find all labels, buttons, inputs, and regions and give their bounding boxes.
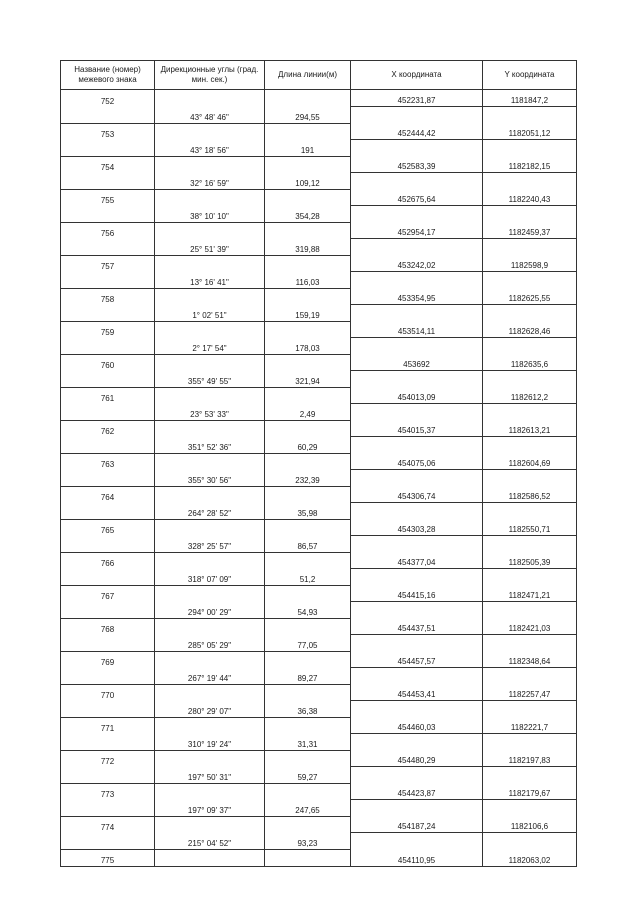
table-row — [61, 420, 577, 437]
empty-cell — [61, 701, 155, 718]
table-row — [61, 354, 577, 371]
line-length: 93,23 — [265, 833, 351, 850]
empty-cell — [351, 239, 483, 256]
point-name: 773 — [61, 783, 155, 800]
empty-cell — [61, 404, 155, 421]
empty-cell — [351, 701, 483, 718]
direction-angle: 43° 18' 56" — [155, 140, 265, 157]
empty-cell — [351, 272, 483, 289]
table-row — [61, 503, 577, 520]
empty-cell — [351, 371, 483, 388]
y-coordinate: 1182612,2 — [483, 387, 577, 404]
empty-cell — [155, 717, 265, 734]
y-coordinate: 1182221,7 — [483, 717, 577, 734]
empty-cell — [155, 783, 265, 800]
empty-cell — [265, 651, 351, 668]
empty-cell — [155, 420, 265, 437]
direction-angle: 355° 30' 56" — [155, 470, 265, 487]
empty-cell — [265, 420, 351, 437]
line-length: 321,94 — [265, 371, 351, 388]
point-name: 770 — [61, 684, 155, 701]
table-row — [61, 767, 577, 784]
y-coordinate: 1182240,43 — [483, 189, 577, 206]
direction-angle: 264° 28' 52" — [155, 503, 265, 520]
y-coordinate: 1182051,12 — [483, 123, 577, 140]
header-line-length: Длина линии(м) — [265, 61, 351, 90]
line-length: 54,93 — [265, 602, 351, 619]
x-coordinate: 454187,24 — [351, 816, 483, 833]
x-coordinate: 453692 — [351, 354, 483, 371]
table-row — [61, 321, 577, 338]
empty-cell — [483, 569, 577, 586]
line-length: 232,39 — [265, 470, 351, 487]
point-name: 764 — [61, 486, 155, 503]
empty-cell — [155, 684, 265, 701]
empty-cell — [351, 833, 483, 850]
empty-cell — [483, 503, 577, 520]
y-coordinate: 1182182,15 — [483, 156, 577, 173]
table-row — [61, 569, 577, 586]
empty-cell — [155, 651, 265, 668]
empty-cell — [483, 800, 577, 817]
line-length: 159,19 — [265, 305, 351, 322]
table-row — [61, 453, 577, 470]
y-coordinate: 1182197,83 — [483, 750, 577, 767]
y-coordinate: 1182063,02 — [483, 849, 577, 866]
empty-cell — [155, 519, 265, 536]
line-length: 2,49 — [265, 404, 351, 421]
table-row — [61, 239, 577, 256]
table-row — [61, 717, 577, 734]
x-coordinate: 452583,39 — [351, 156, 483, 173]
empty-cell — [155, 90, 265, 107]
x-coordinate: 453514,11 — [351, 321, 483, 338]
table-row — [61, 684, 577, 701]
table-row — [61, 90, 577, 107]
table-row — [61, 750, 577, 767]
empty-cell — [61, 800, 155, 817]
empty-cell — [61, 206, 155, 223]
empty-cell — [265, 783, 351, 800]
y-coordinate: 1182625,55 — [483, 288, 577, 305]
point-name: 769 — [61, 651, 155, 668]
empty-cell — [265, 123, 351, 140]
direction-angle: 197° 09' 37" — [155, 800, 265, 817]
coordinates-table — [60, 60, 577, 867]
empty-cell — [61, 602, 155, 619]
empty-cell — [483, 668, 577, 685]
direction-angle: 25° 51' 39" — [155, 239, 265, 256]
line-length: 51,2 — [265, 569, 351, 586]
x-coordinate: 454110,95 — [351, 849, 483, 866]
point-name: 771 — [61, 717, 155, 734]
empty-cell — [483, 701, 577, 718]
empty-cell — [351, 635, 483, 652]
x-coordinate: 453242,02 — [351, 255, 483, 272]
table-row — [61, 305, 577, 322]
direction-angle: 38° 10' 10" — [155, 206, 265, 223]
empty-cell — [483, 338, 577, 355]
y-coordinate: 1182635,6 — [483, 354, 577, 371]
empty-cell — [265, 816, 351, 833]
empty-cell — [61, 140, 155, 157]
point-name: 755 — [61, 189, 155, 206]
empty-cell — [155, 816, 265, 833]
line-length: 319,88 — [265, 239, 351, 256]
x-coordinate: 454423,87 — [351, 783, 483, 800]
line-length: 354,28 — [265, 206, 351, 223]
empty-cell — [483, 206, 577, 223]
point-name: 760 — [61, 354, 155, 371]
empty-cell — [483, 734, 577, 751]
empty-cell — [61, 569, 155, 586]
direction-angle: 215° 04' 52" — [155, 833, 265, 850]
y-coordinate: 1182471,21 — [483, 585, 577, 602]
empty-cell — [483, 536, 577, 553]
table-row — [61, 833, 577, 850]
line-length: 191 — [265, 140, 351, 157]
empty-cell — [61, 272, 155, 289]
point-name: 762 — [61, 420, 155, 437]
x-coordinate: 454075,06 — [351, 453, 483, 470]
line-length: 89,27 — [265, 668, 351, 685]
direction-angle: 43° 48' 46" — [155, 107, 265, 124]
empty-cell — [351, 800, 483, 817]
table-row — [61, 536, 577, 553]
empty-cell — [265, 288, 351, 305]
line-length: 31,31 — [265, 734, 351, 751]
table-row — [61, 338, 577, 355]
empty-cell — [61, 635, 155, 652]
header-y-coordinate: Y координата — [483, 61, 577, 90]
empty-cell — [265, 222, 351, 239]
y-coordinate: 1182179,67 — [483, 783, 577, 800]
empty-cell — [155, 123, 265, 140]
direction-angle: 267° 19' 44" — [155, 668, 265, 685]
empty-cell — [155, 255, 265, 272]
table-row — [61, 123, 577, 140]
direction-angle: 355° 49' 55" — [155, 371, 265, 388]
header-point-name: Название (номер) межевого знака — [61, 61, 155, 90]
table-body — [61, 90, 577, 867]
empty-cell — [483, 437, 577, 454]
point-name: 752 — [61, 90, 155, 107]
empty-cell — [61, 470, 155, 487]
line-length: 178,03 — [265, 338, 351, 355]
x-coordinate: 454437,51 — [351, 618, 483, 635]
empty-cell — [265, 90, 351, 107]
empty-cell — [483, 635, 577, 652]
empty-cell — [351, 437, 483, 454]
y-coordinate: 1182628,46 — [483, 321, 577, 338]
empty-cell — [265, 519, 351, 536]
empty-cell — [265, 849, 351, 866]
table-row — [61, 140, 577, 157]
empty-cell — [351, 140, 483, 157]
empty-cell — [155, 618, 265, 635]
table-row — [61, 404, 577, 421]
empty-cell — [483, 767, 577, 784]
empty-cell — [265, 354, 351, 371]
empty-cell — [483, 470, 577, 487]
table-row — [61, 651, 577, 668]
y-coordinate: 1181847,2 — [483, 90, 577, 107]
empty-cell — [61, 833, 155, 850]
point-name: 768 — [61, 618, 155, 635]
x-coordinate: 454306,74 — [351, 486, 483, 503]
empty-cell — [61, 371, 155, 388]
x-coordinate: 452954,17 — [351, 222, 483, 239]
table-row — [61, 602, 577, 619]
y-coordinate: 1182421,03 — [483, 618, 577, 635]
table-row — [61, 849, 577, 866]
empty-cell — [265, 552, 351, 569]
empty-cell — [155, 321, 265, 338]
table-row — [61, 206, 577, 223]
empty-cell — [265, 750, 351, 767]
header-row — [61, 61, 577, 90]
y-coordinate: 1182459,37 — [483, 222, 577, 239]
empty-cell — [265, 486, 351, 503]
point-name: 767 — [61, 585, 155, 602]
y-coordinate: 1182505,39 — [483, 552, 577, 569]
empty-cell — [483, 602, 577, 619]
empty-cell — [351, 602, 483, 619]
empty-cell — [61, 107, 155, 124]
point-name: 763 — [61, 453, 155, 470]
line-length: 77,05 — [265, 635, 351, 652]
empty-cell — [351, 206, 483, 223]
table-row — [61, 635, 577, 652]
empty-cell — [351, 305, 483, 322]
y-coordinate: 1182348,64 — [483, 651, 577, 668]
y-coordinate: 1182550,71 — [483, 519, 577, 536]
direction-angle: 32° 16' 59" — [155, 173, 265, 190]
x-coordinate: 454453,41 — [351, 684, 483, 701]
x-coordinate: 454480,29 — [351, 750, 483, 767]
empty-cell — [265, 255, 351, 272]
empty-cell — [483, 173, 577, 190]
table-row — [61, 783, 577, 800]
empty-cell — [351, 767, 483, 784]
y-coordinate: 1182586,52 — [483, 486, 577, 503]
empty-cell — [483, 305, 577, 322]
x-coordinate: 454013,09 — [351, 387, 483, 404]
empty-cell — [155, 288, 265, 305]
x-coordinate: 452231,87 — [351, 90, 483, 107]
empty-cell — [483, 833, 577, 850]
table-row — [61, 552, 577, 569]
line-length: 35,98 — [265, 503, 351, 520]
direction-angle: 13° 16' 41" — [155, 272, 265, 289]
empty-cell — [155, 750, 265, 767]
point-name: 757 — [61, 255, 155, 272]
direction-angle: 280° 29' 07" — [155, 701, 265, 718]
empty-cell — [351, 338, 483, 355]
x-coordinate: 453354,95 — [351, 288, 483, 305]
table-row — [61, 255, 577, 272]
table-row — [61, 668, 577, 685]
direction-angle: 351° 52' 36" — [155, 437, 265, 454]
line-length: 116,03 — [265, 272, 351, 289]
empty-cell — [61, 305, 155, 322]
header-x-coordinate: X координата — [351, 61, 483, 90]
empty-cell — [483, 140, 577, 157]
empty-cell — [483, 404, 577, 421]
point-name: 756 — [61, 222, 155, 239]
y-coordinate: 1182106,6 — [483, 816, 577, 833]
empty-cell — [61, 767, 155, 784]
direction-angle: 294° 00' 29" — [155, 602, 265, 619]
table-row — [61, 222, 577, 239]
empty-cell — [483, 272, 577, 289]
table-row — [61, 173, 577, 190]
table-row — [61, 470, 577, 487]
y-coordinate: 1182613,21 — [483, 420, 577, 437]
x-coordinate: 454015,37 — [351, 420, 483, 437]
empty-cell — [155, 387, 265, 404]
point-name: 772 — [61, 750, 155, 767]
empty-cell — [265, 321, 351, 338]
header-direction-angle: Дирекционные углы (град. мин. сек.) — [155, 61, 265, 90]
table-row — [61, 800, 577, 817]
empty-cell — [155, 156, 265, 173]
line-length: 86,57 — [265, 536, 351, 553]
empty-cell — [61, 338, 155, 355]
point-name: 759 — [61, 321, 155, 338]
direction-angle: 1° 02' 51" — [155, 305, 265, 322]
x-coordinate: 454377,04 — [351, 552, 483, 569]
x-coordinate: 452675,64 — [351, 189, 483, 206]
line-length: 109,12 — [265, 173, 351, 190]
empty-cell — [155, 222, 265, 239]
direction-angle: 197° 50' 31" — [155, 767, 265, 784]
line-length: 59,27 — [265, 767, 351, 784]
point-name: 774 — [61, 816, 155, 833]
empty-cell — [265, 618, 351, 635]
empty-cell — [155, 585, 265, 602]
empty-cell — [351, 173, 483, 190]
empty-cell — [155, 189, 265, 206]
table-row — [61, 156, 577, 173]
empty-cell — [351, 668, 483, 685]
table-row — [61, 371, 577, 388]
empty-cell — [155, 849, 265, 866]
empty-cell — [155, 552, 265, 569]
empty-cell — [265, 387, 351, 404]
empty-cell — [61, 437, 155, 454]
direction-angle: 285° 05' 29" — [155, 635, 265, 652]
empty-cell — [351, 404, 483, 421]
empty-cell — [351, 470, 483, 487]
direction-angle: 328° 25' 57" — [155, 536, 265, 553]
empty-cell — [61, 734, 155, 751]
y-coordinate: 1182604,69 — [483, 453, 577, 470]
empty-cell — [61, 536, 155, 553]
empty-cell — [351, 107, 483, 124]
empty-cell — [61, 239, 155, 256]
table-row — [61, 519, 577, 536]
point-name: 753 — [61, 123, 155, 140]
line-length: 36,38 — [265, 701, 351, 718]
point-name: 766 — [61, 552, 155, 569]
table-row — [61, 189, 577, 206]
x-coordinate: 454415,16 — [351, 585, 483, 602]
point-name: 765 — [61, 519, 155, 536]
y-coordinate: 1182257,47 — [483, 684, 577, 701]
empty-cell — [483, 107, 577, 124]
empty-cell — [61, 173, 155, 190]
y-coordinate: 1182598,9 — [483, 255, 577, 272]
point-name: 761 — [61, 387, 155, 404]
table-row — [61, 437, 577, 454]
empty-cell — [155, 354, 265, 371]
empty-cell — [265, 684, 351, 701]
table-row — [61, 272, 577, 289]
x-coordinate: 454460,03 — [351, 717, 483, 734]
empty-cell — [265, 156, 351, 173]
table-row — [61, 486, 577, 503]
direction-angle: 318° 07' 09" — [155, 569, 265, 586]
table-row — [61, 701, 577, 718]
empty-cell — [351, 536, 483, 553]
direction-angle: 2° 17' 54" — [155, 338, 265, 355]
line-length: 247,65 — [265, 800, 351, 817]
empty-cell — [265, 585, 351, 602]
empty-cell — [265, 189, 351, 206]
table-row — [61, 618, 577, 635]
line-length: 60,29 — [265, 437, 351, 454]
direction-angle: 23° 53' 33" — [155, 404, 265, 421]
x-coordinate: 454303,28 — [351, 519, 483, 536]
x-coordinate: 454457,57 — [351, 651, 483, 668]
empty-cell — [61, 668, 155, 685]
line-length: 294,55 — [265, 107, 351, 124]
empty-cell — [351, 569, 483, 586]
direction-angle: 310° 19' 24" — [155, 734, 265, 751]
empty-cell — [483, 371, 577, 388]
empty-cell — [61, 503, 155, 520]
table-row — [61, 816, 577, 833]
empty-cell — [351, 734, 483, 751]
point-name: 758 — [61, 288, 155, 305]
point-name: 754 — [61, 156, 155, 173]
empty-cell — [265, 453, 351, 470]
empty-cell — [351, 503, 483, 520]
table-row — [61, 288, 577, 305]
empty-cell — [265, 717, 351, 734]
table-row — [61, 585, 577, 602]
table-row — [61, 107, 577, 124]
x-coordinate: 452444,42 — [351, 123, 483, 140]
table-row — [61, 734, 577, 751]
point-name: 775 — [61, 849, 155, 866]
table-row — [61, 387, 577, 404]
empty-cell — [155, 486, 265, 503]
empty-cell — [155, 453, 265, 470]
empty-cell — [483, 239, 577, 256]
